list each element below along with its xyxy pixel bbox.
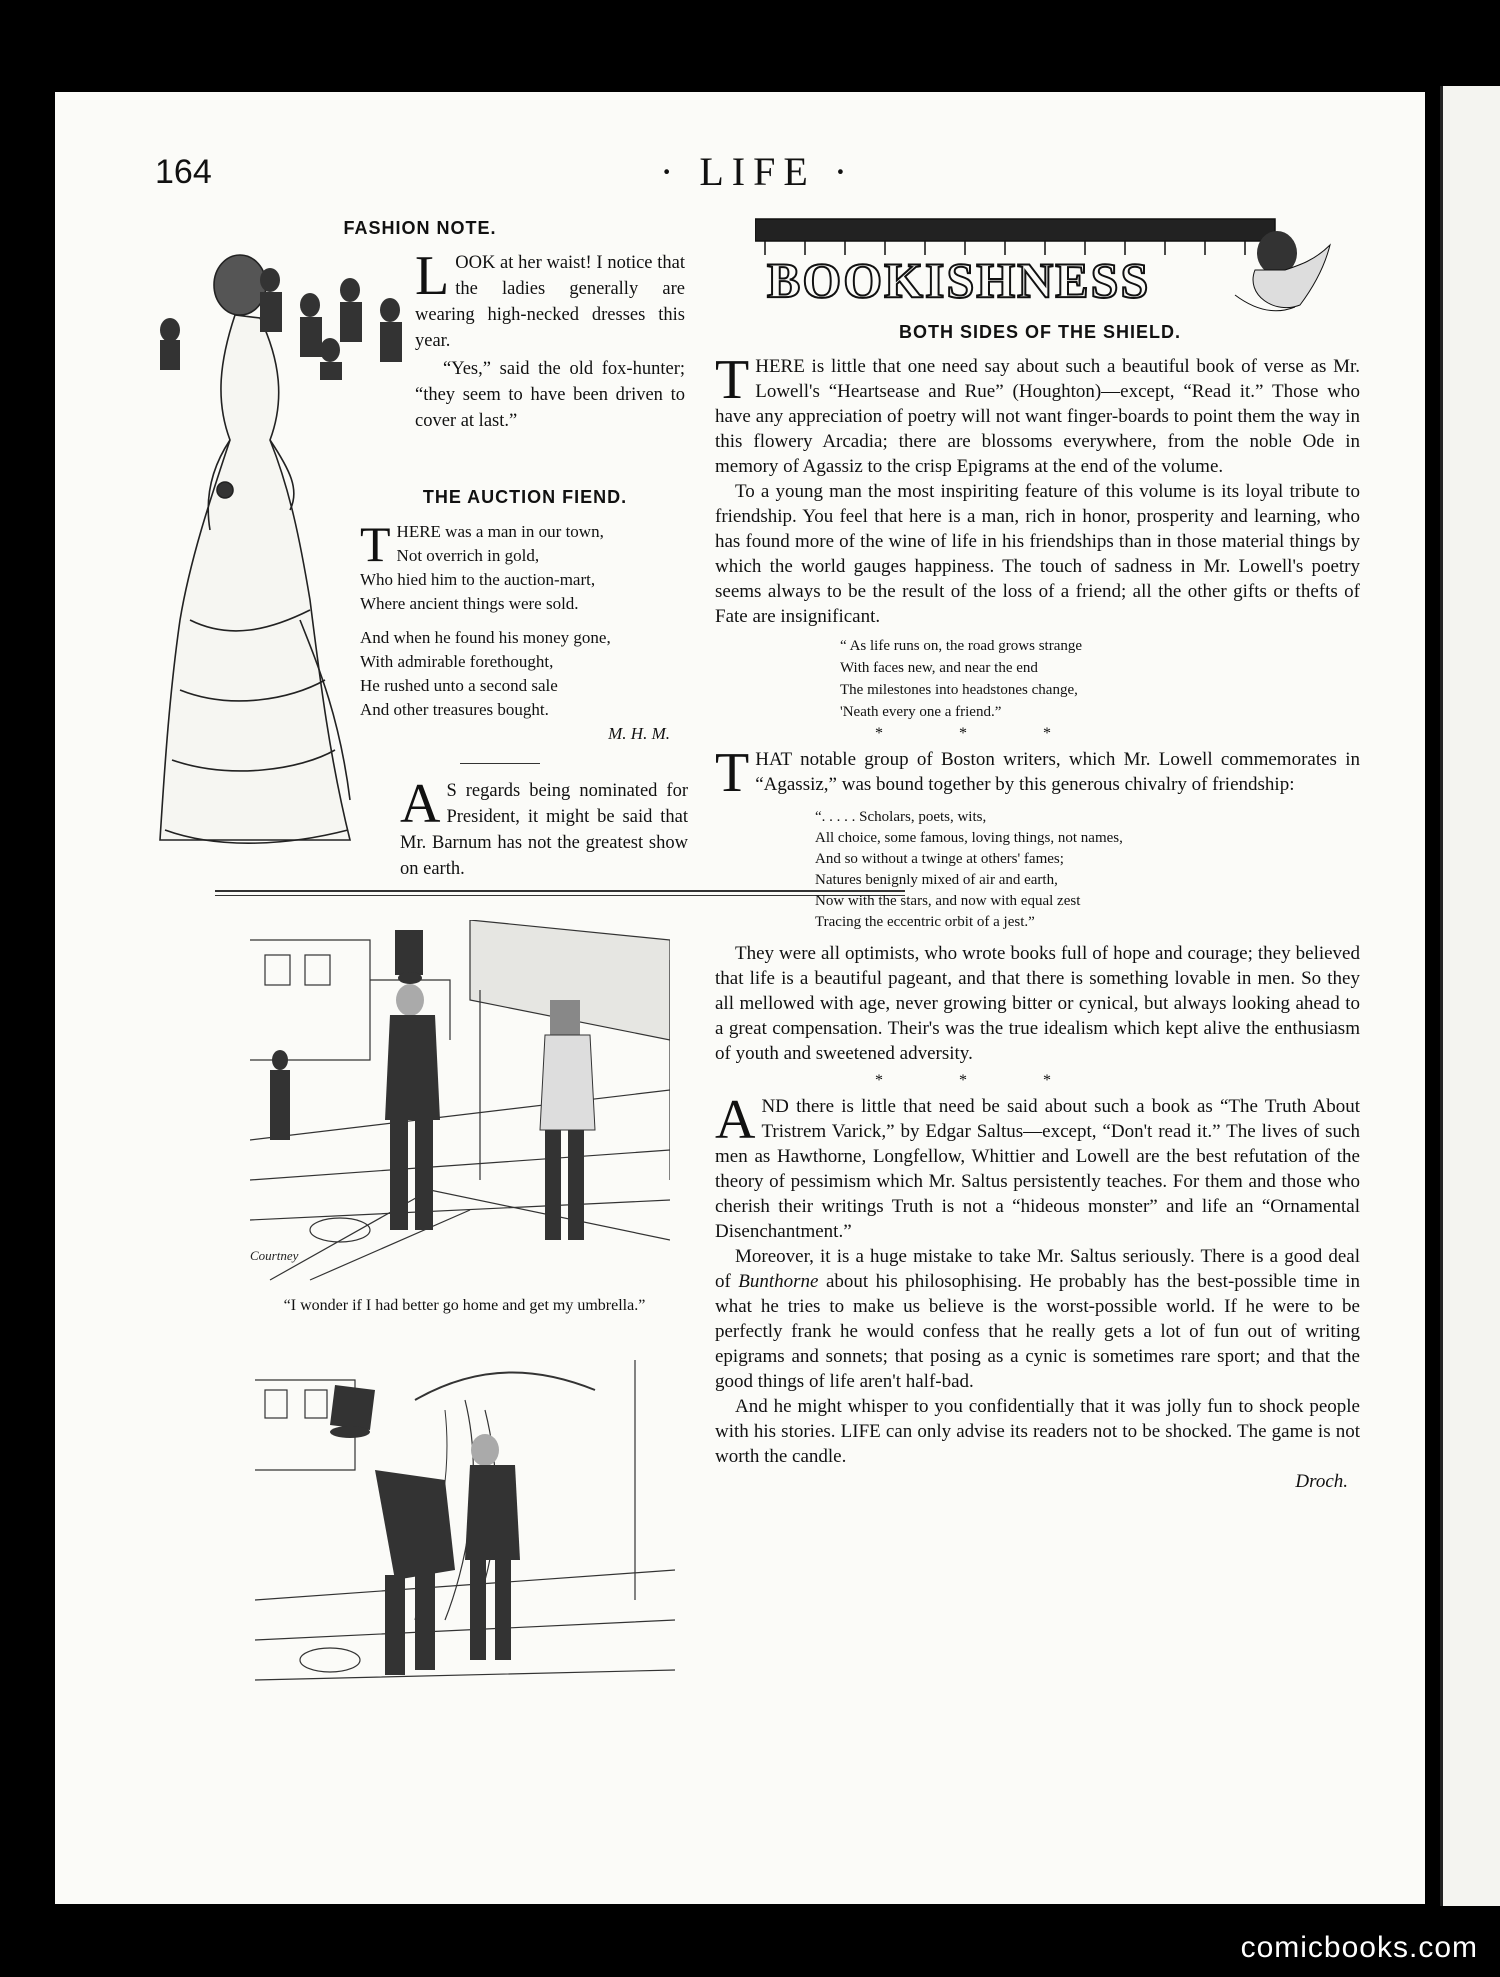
bunthorne-emphasis: Bunthorne [738, 1271, 819, 1292]
paragraph-heartsease [715, 349, 1360, 479]
barnum-paragraph [400, 773, 688, 882]
quote-life-runs-on: “ As life runs on, the road grows strange With faces new, and near the end The milestones into headstones change, 'Neath every one a friend.” [840, 638, 1083, 720]
auction-stanza-1: HERE was a man in our town, Not overrich in gold, Who hied him to the auction-mart, Where ancient things were sold. [360, 522, 604, 613]
bookishness-banner-text: BOOKISHNESS [767, 252, 1151, 308]
page-number: 164 [155, 153, 212, 191]
fashion-note-text: OOK at her waist! I notice that the ladies generally are wearing high-necked dresses this year. [415, 253, 685, 351]
bookishness-banner [755, 215, 1335, 320]
paragraph-whisper: And he might whisper to you confidentially that it was jolly fun to shock people with his stories. LIFE can only advise its readers not to be shocked. The game is not worth the candle. [715, 1396, 1360, 1467]
drop-cap-t: T [360, 516, 391, 572]
quote-scholars-poets: “. . . . . Scholars, poets, wits, All choice, some famous, loving things, not names, And so without a twinge at others' fames; Natures benignly mixed of air and earth, Now with the stars, and now with equal zest Tracing the eccentric orbit of a jest.” [815, 809, 1123, 930]
paragraph-saltus-text-a: Moreover, it is a huge mistake to take Mr. Saltus seriously. There is a good deal of [715, 1246, 1360, 1292]
cartoon-panel-top [250, 920, 670, 1290]
fashion-note-reply: “Yes,” said the old fox-hunter; “they seem to have been driven to cover at last.” [415, 359, 685, 431]
paragraph-saltus-text-b: about his philosophising. He probably has the best-possible time in what he tries to make us believe is the worst-possible world. If he were to be perfectly frank he would confess that he really gets a lot of fun out of writing epigrams and sonnets; that posing as a cynic is sometimes rare sport; and that the good things of life aren't half-bad. [715, 1271, 1361, 1392]
bookishness-heading: BOTH SIDES OF THE SHIELD. [898, 322, 1182, 342]
adjacent-page-edge [1440, 86, 1500, 1906]
paragraph-heartsease-text: HERE is little that one need say about such a beautiful book of verse as Mr. Lowell's “Heartsease and Rue” (Houghton)—except, “Read it.” Those who have any appreciation of poetry will not want finger-boards to point them the way in this flowery Arcadia; there are blossoms everywhere, from the noble Ode in memory of Agassiz to the crisp Epigrams at the end of the volume. [715, 356, 1360, 477]
auction-fiend-poem [360, 516, 690, 746]
barnum-text: S regards being nominated for President, it might be said that Mr. Barnum has not the greatest show on earth. [400, 781, 688, 879]
fashion-note-body [415, 245, 685, 354]
auction-signature: M. H. M. [608, 724, 670, 743]
masthead-title: · LIFE · [660, 149, 856, 194]
paragraph-boston-writers [715, 742, 1360, 804]
section-stars-2: * * * [875, 1072, 1087, 1089]
drop-cap-t-2: T [715, 349, 750, 411]
paragraph-tristrem-varick [715, 1089, 1360, 1244]
paragraph-tristrem-varick-text: ND there is little that need be said about such a book as “The Truth About Tristrem Varick,” by Edgar Saltus—except, “Don't read it.” The lives of such men as Hawthorne, Longfellow, Whittier and Lowell are the best refutation of the theory of pessimism which Mr. Saltus persistently teaches. For them and those who cherish their writings Truth is not a “hideous monster” and life an “Ornamental Disenchantment.” [715, 1096, 1360, 1242]
paragraph-saltus [715, 1244, 1360, 1394]
drop-cap-a: A [400, 773, 441, 835]
auction-stanza-2: And when he found his money gone, With admirable forethought, He rushed unto a second sale And other treasures bought. [360, 628, 611, 719]
watermark-text: comicbooks.com [1240, 1931, 1478, 1964]
cartoon-caption: “I wonder if I had better go home and get my umbrella.” [283, 1297, 646, 1314]
drop-cap-t-3: T [715, 742, 750, 804]
paragraph-optimists: They were all optimists, who wrote books full of hope and courage; they believed that life is a beautiful pageant, and that there is something lovable in men. So they all mellowed with age, never growing bitter or cynical, but always looking ahead to a great compensation. Their's was the true idealism which kept alive the enthusiasm of youth and sweetened adversity. [715, 943, 1360, 1064]
drop-cap-l: L [415, 245, 450, 307]
section-stars-1: * * * [875, 725, 1087, 742]
bookishness-column [715, 349, 1361, 1494]
auction-fiend-heading: THE AUCTION FIEND. [422, 487, 628, 507]
section-divider [460, 763, 540, 764]
fashion-note-heading: FASHION NOTE. [343, 218, 497, 238]
cartoon-artist-signature: Courtney [250, 1248, 299, 1263]
paragraph-boston-writers-text: HAT notable group of Boston writers, which Mr. Lowell commemorates in “Agassiz,” was bound together by this generous chivalry of friendship: [755, 749, 1360, 795]
paragraph-friendship: To a young man the most inspiriting feature of this volume is its loyal tribute to friendship. You feel that here is a man, rich in honor, prosperity and learning, who has found more of the wine of life in his friendships than in those material things by which the world gauges happiness. The touch of sadness in Mr. Lowell's poetry seems always to be the result of the loss of a friend; all the other gifts or thefts of Fate are insignificant. [715, 481, 1360, 627]
droch-signature: Droch. [1295, 1471, 1348, 1492]
crowd-vignette-illustration [240, 250, 420, 380]
cartoon-panel-bottom [255, 1360, 675, 1720]
drop-cap-a-2: A [715, 1089, 756, 1151]
